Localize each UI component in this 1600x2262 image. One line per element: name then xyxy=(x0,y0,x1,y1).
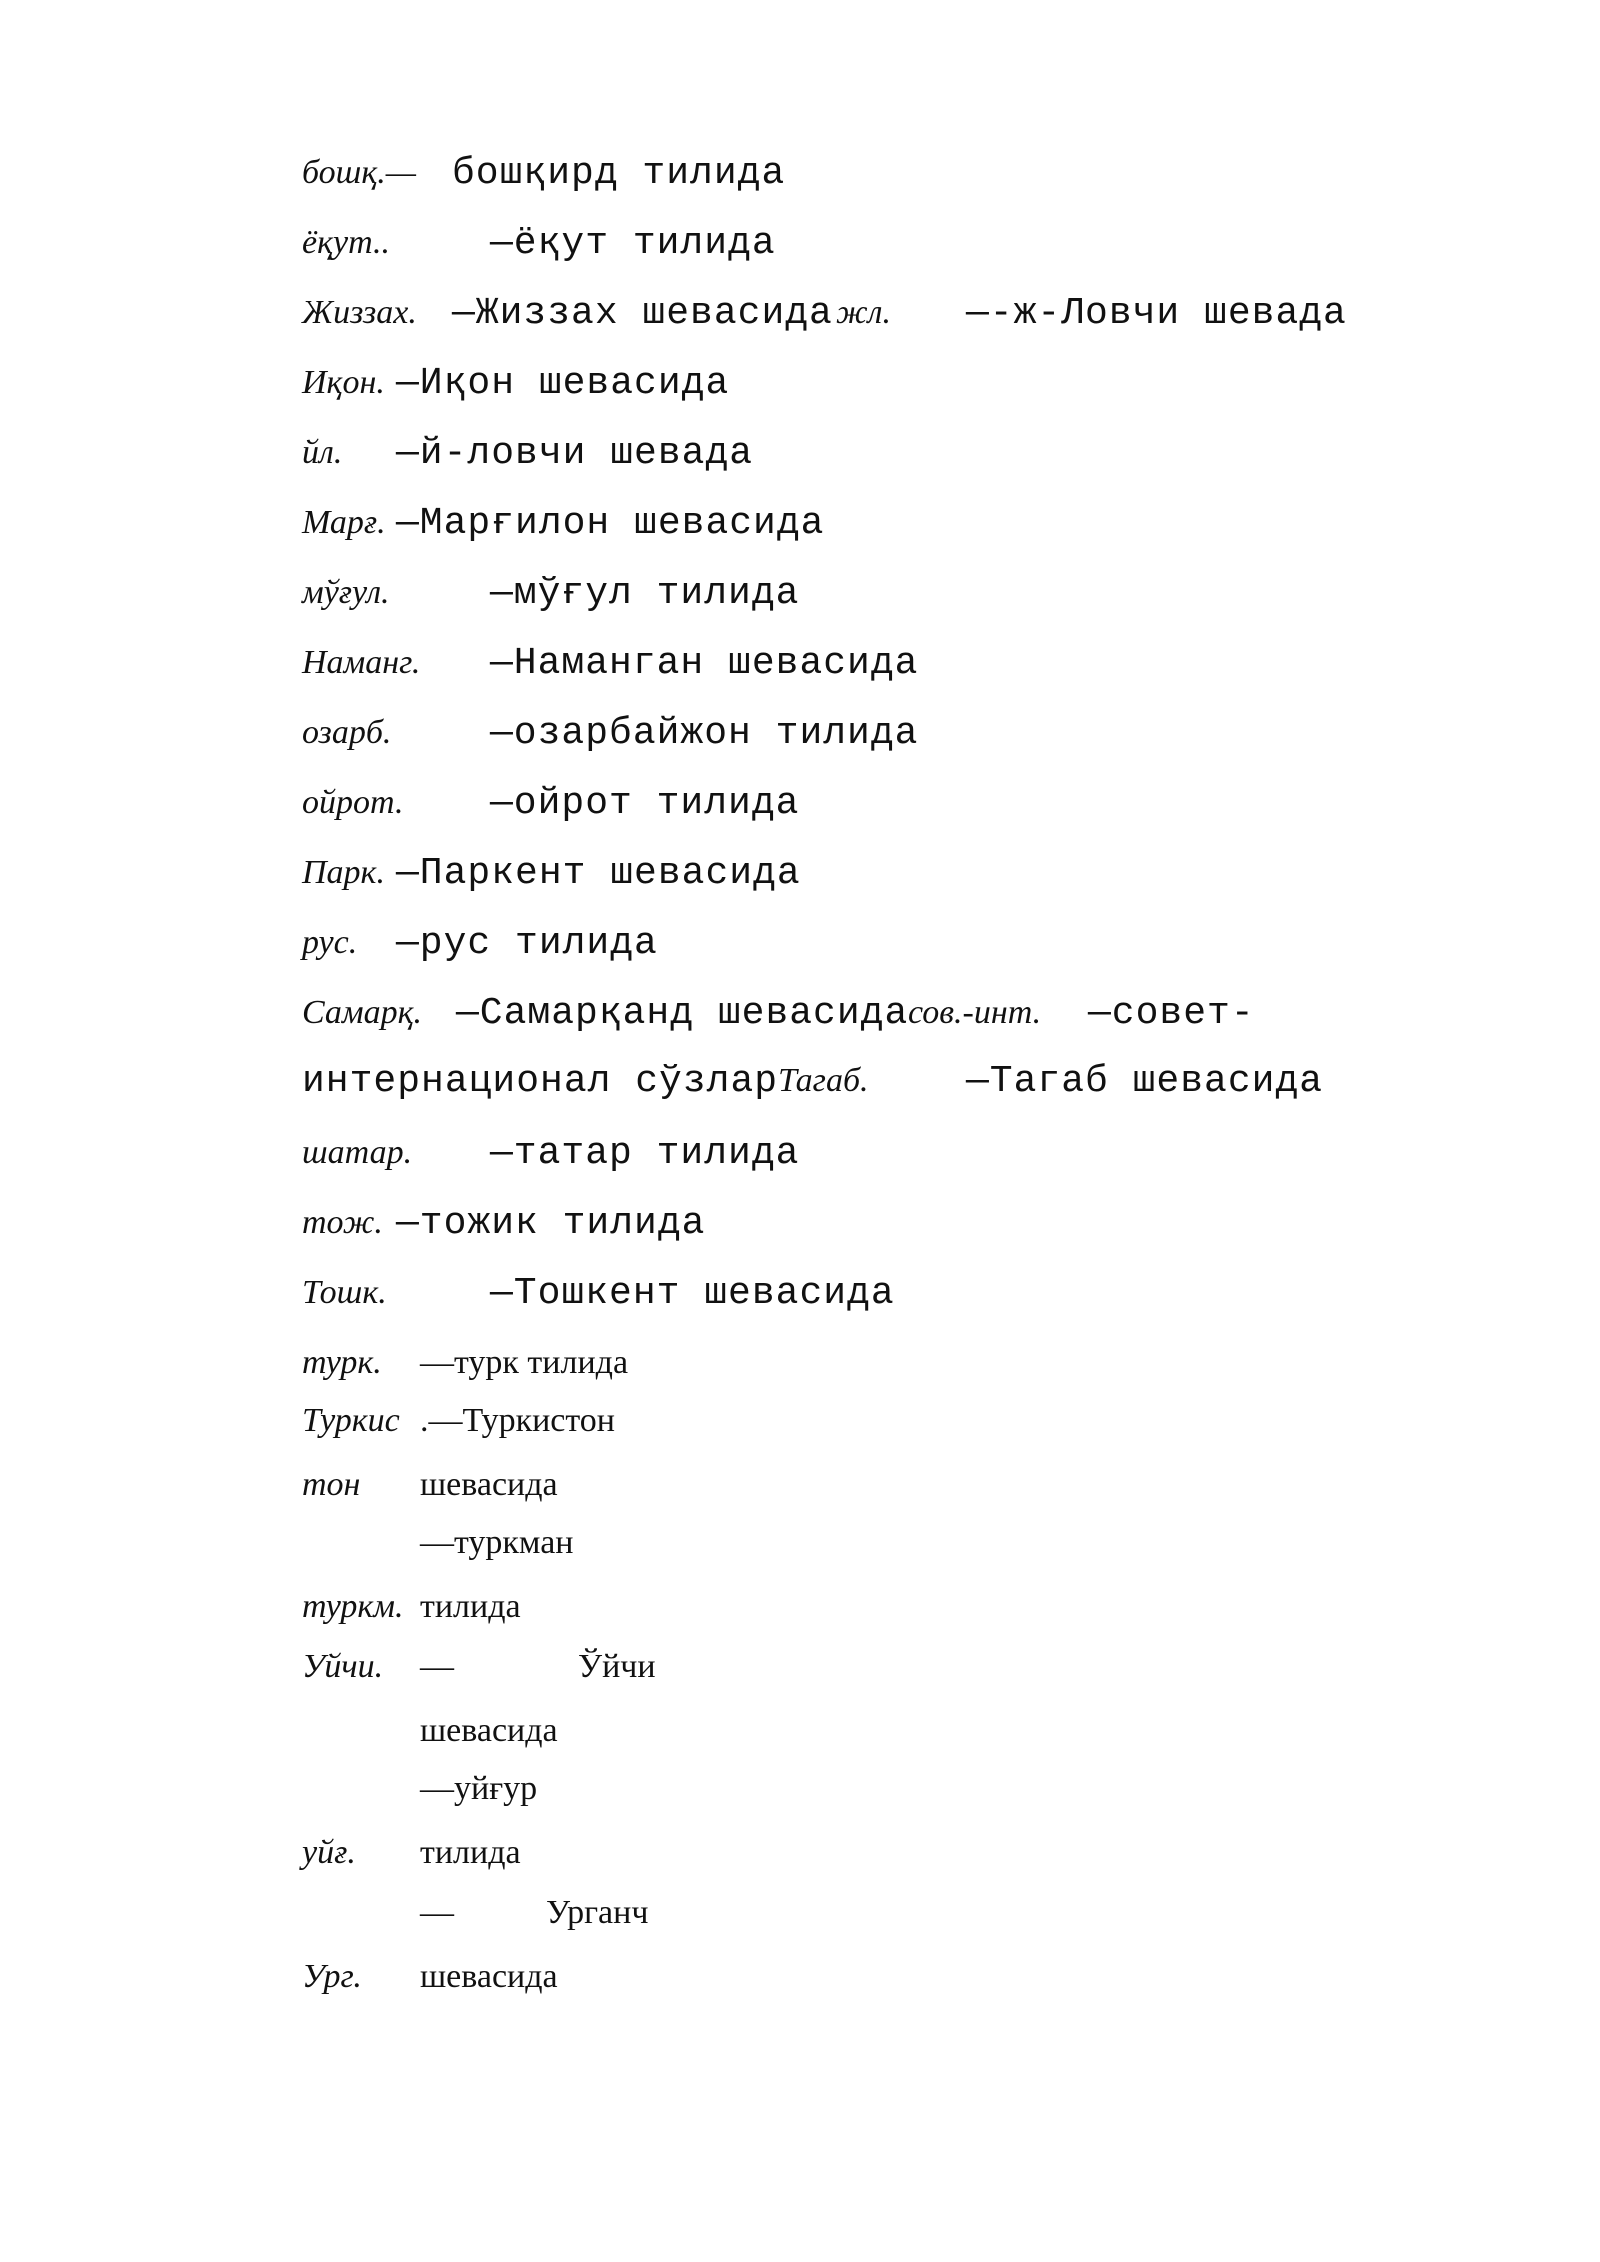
abbr-boshq: бошқ.— xyxy=(302,154,416,191)
abbr-uyg: уйғ. xyxy=(302,1834,356,1871)
def-turkman-dash: —туркман xyxy=(420,1524,574,1561)
def-uychi-word: Ўйчи xyxy=(578,1648,656,1685)
def-yl: —й-ловчи шевада xyxy=(396,432,754,475)
abbr-turk: турк. xyxy=(302,1344,382,1381)
def-turk: —турк тилида xyxy=(420,1344,629,1381)
abbr-turkiston: Туркис xyxy=(302,1402,400,1439)
def-turkiston: .—Туркистон xyxy=(420,1402,615,1439)
abbr-tatar: шатар. xyxy=(302,1134,413,1171)
def-tatar: —татар тилида xyxy=(490,1132,800,1175)
abbr-urg: Ург. xyxy=(302,1958,362,1995)
def-urganch-word: Урганч xyxy=(546,1894,649,1931)
abbr-park: Парк. xyxy=(302,854,385,891)
def-namang: —Наманган шевасида xyxy=(490,642,919,685)
def-toj: —тожик тилида xyxy=(396,1202,706,1245)
abbr-iqon: Иқон. xyxy=(302,364,385,401)
def-uyg: тилида xyxy=(420,1834,521,1871)
def-boshq: бошқирд тилида xyxy=(452,152,786,195)
def-turkm: тилида xyxy=(420,1588,521,1625)
def-ozarb: —озарбайжон тилида xyxy=(490,712,919,755)
def-turkiston-cont: шевасида xyxy=(420,1466,558,1503)
def-tagab: —Тагаб шевасида xyxy=(966,1060,1324,1103)
def-uychi-cont: шевасида xyxy=(420,1712,558,1749)
abbr-rus: рус. xyxy=(302,924,358,961)
abbr-mogul: мўғул. xyxy=(302,574,390,611)
abbr-toshk: Тошк. xyxy=(302,1274,387,1311)
abbr-tagab: Тагаб. xyxy=(778,1062,869,1099)
def-urg: шевасида xyxy=(420,1958,558,1995)
def-samarq: —Самарқанд шевасида xyxy=(456,992,909,1035)
abbr-yl: йл. xyxy=(302,434,343,471)
abbr-toj: тож. xyxy=(302,1204,383,1241)
def-oyrot: —ойрот тилида xyxy=(490,782,800,825)
def-rus: —рус тилида xyxy=(396,922,658,965)
def-mogul: —мўғул тилида xyxy=(490,572,800,615)
def-iqon: —Иқон шевасида xyxy=(396,362,730,405)
abbr-oyrot: ойрот. xyxy=(302,784,404,821)
def-yoqut: —ёқут тилида xyxy=(490,222,776,265)
def-sov-int: —совет- xyxy=(1088,992,1255,1035)
def-marg: —Марғилон шевасида xyxy=(396,502,825,545)
abbr-sov-int: сов.-инт. xyxy=(908,994,1042,1031)
def-uygur-dash: —уйғур xyxy=(420,1770,538,1807)
abbr-samarq: Самарқ. xyxy=(302,994,423,1031)
abbr-jl: жл. xyxy=(836,294,891,331)
def-toshk: —Тошкент шевасида xyxy=(490,1272,895,1315)
def-jl: —-ж-Ловчи шевада xyxy=(966,292,1347,335)
def-urganch-dash: — xyxy=(420,1894,454,1931)
abbr-uychi: Уйчи. xyxy=(302,1648,384,1685)
abbr-jizzax: Жиззах. xyxy=(302,294,417,331)
abbr-ozarb: озарб. xyxy=(302,714,392,751)
abbr-yoqut: ёқут.. xyxy=(302,224,391,261)
def-jizzax: —Жиззах шевасида xyxy=(452,292,833,335)
def-park: —Паркент шевасида xyxy=(396,852,801,895)
abbr-namang: Наманг. xyxy=(302,644,421,681)
abbr-turkiston-cont: тон xyxy=(302,1466,361,1503)
def-uychi-dash: — xyxy=(420,1648,454,1685)
abbr-marg: Марғ. xyxy=(302,504,386,541)
abbr-turkm: туркм. xyxy=(302,1588,404,1625)
def-sov-int-cont: интернационал сўзлар xyxy=(302,1060,779,1103)
